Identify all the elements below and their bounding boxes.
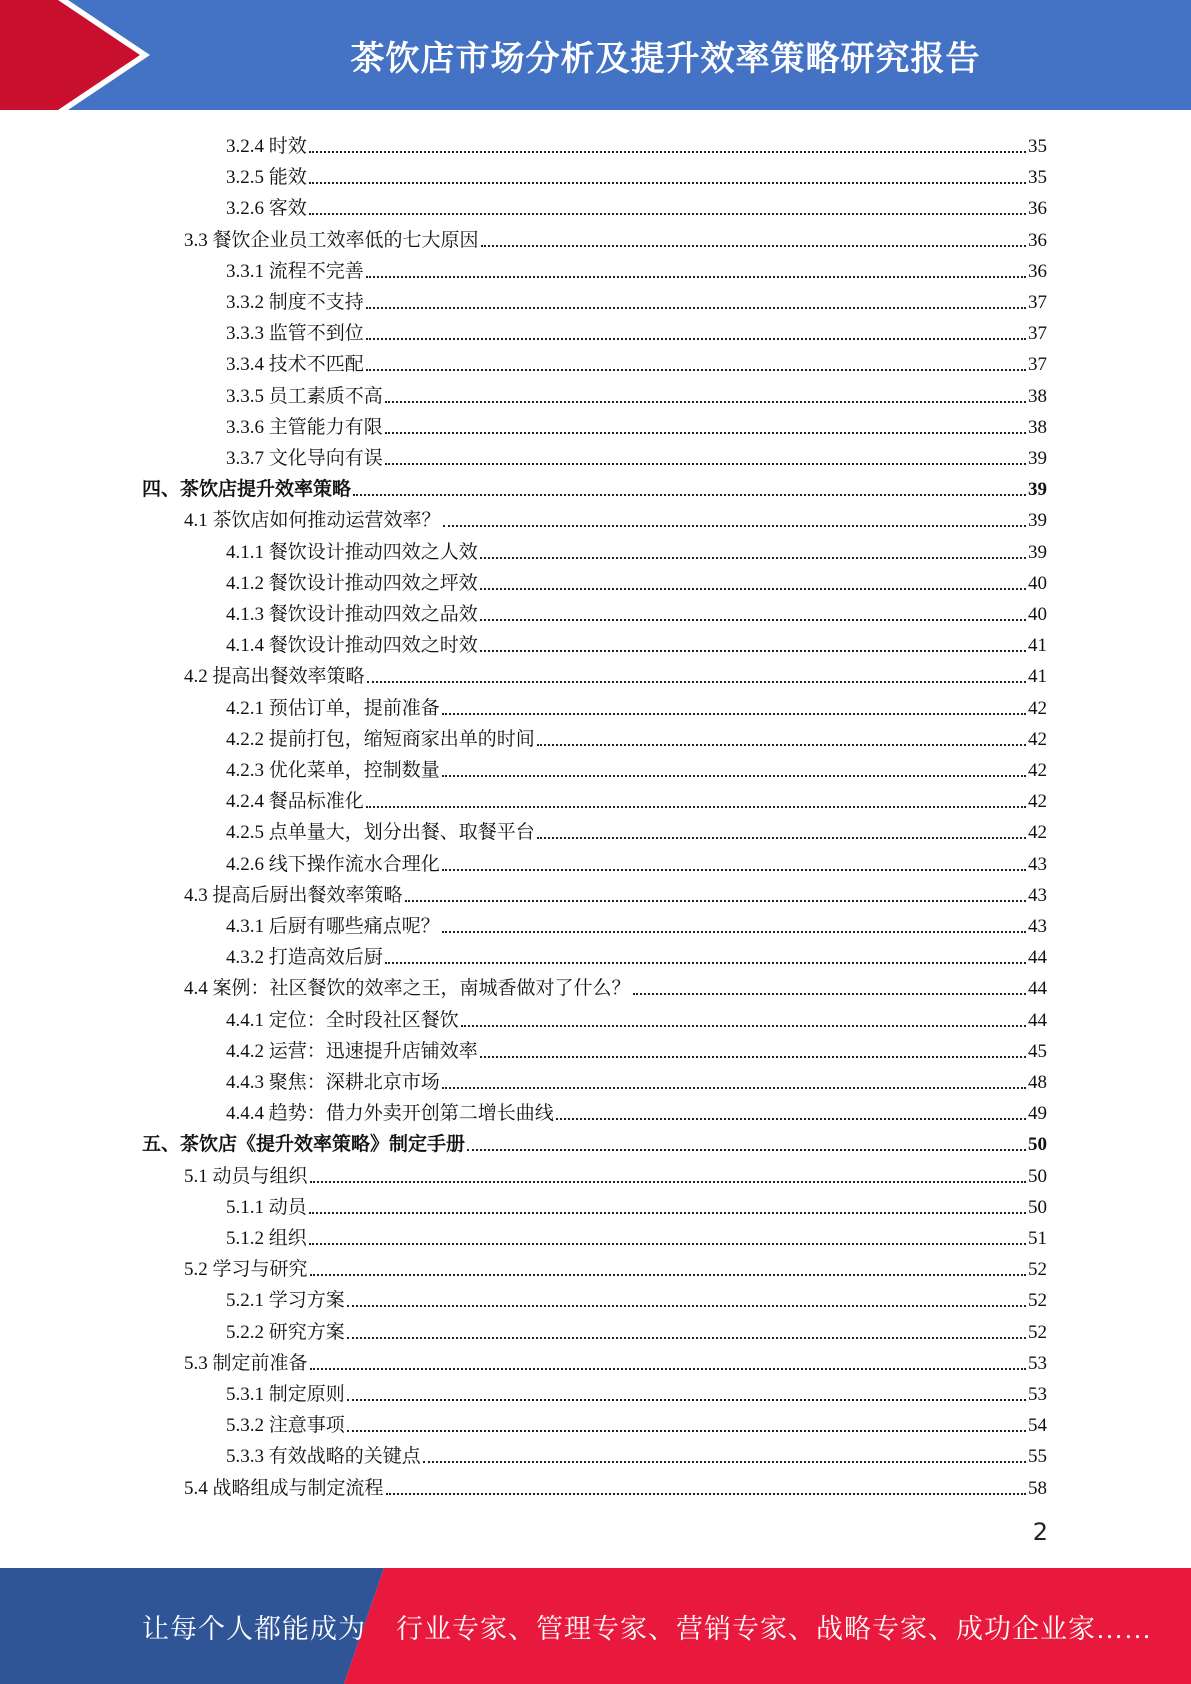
toc-entry[interactable] xyxy=(226,1094,1047,1125)
toc-entry[interactable] xyxy=(184,876,1047,907)
report-title: 茶饮店市场分析及提升效率策略研究报告 xyxy=(350,38,981,79)
toc-entry-label: 4.1.2 餐饮设计推动四效之坪效 xyxy=(226,572,478,594)
toc-entry[interactable] xyxy=(184,501,1047,532)
toc-entry-page: 40 xyxy=(1028,604,1047,625)
toc-entry[interactable] xyxy=(226,1063,1047,1094)
toc-dot-leader xyxy=(481,245,1026,247)
footer-slogan-right: 行业专家、管理专家、营销专家、战略专家、成功企业家…… xyxy=(396,1613,1152,1644)
toc-entry-label: 4.2.5 点单量大，划分出餐、取餐平台 xyxy=(226,822,535,844)
toc-entry-page: 39 xyxy=(1028,510,1047,532)
page-footer xyxy=(0,1568,1191,1684)
toc-dot-leader xyxy=(537,744,1026,746)
toc-entry-page: 39 xyxy=(1028,448,1047,469)
toc-entry[interactable] xyxy=(226,377,1047,408)
toc-entry-page: 42 xyxy=(1028,728,1047,750)
toc-dot-leader xyxy=(309,151,1026,153)
toc-entry-label: 4.4.3 聚焦：深耕北京市场 xyxy=(226,1072,440,1093)
toc-dot-leader xyxy=(367,681,1026,683)
toc-entry-label: 5.3.2 注意事项 xyxy=(226,1415,345,1437)
toc-entry-label: 3.2.4 时效 xyxy=(226,136,307,157)
toc-entry[interactable] xyxy=(226,1219,1047,1250)
page-header xyxy=(0,0,1191,110)
toc-dot-leader xyxy=(442,931,1026,933)
toc-entry[interactable] xyxy=(226,689,1047,720)
toc-dot-leader xyxy=(442,1087,1026,1089)
toc-entry[interactable] xyxy=(184,969,1047,1000)
toc-dot-leader xyxy=(385,962,1026,964)
toc-dot-leader xyxy=(423,1461,1026,1463)
toc-entry-page: 50 xyxy=(1028,1165,1047,1187)
toc-entry-label: 4.3.1 后厨有哪些痛点呢？ xyxy=(226,916,440,937)
toc-entry-label: 4.2.1 预估订单，提前准备 xyxy=(226,697,440,719)
toc-entry-label: 四、茶饮店提升效率策略 xyxy=(142,479,352,501)
toc-dot-leader xyxy=(480,650,1026,652)
toc-entry-page: 55 xyxy=(1028,1446,1047,1468)
toc-entry-page: 41 xyxy=(1028,635,1047,657)
toc-entry[interactable] xyxy=(226,907,1047,938)
toc-dot-leader xyxy=(480,619,1026,621)
toc-entry-page: 50 xyxy=(1028,1196,1047,1218)
toc-entry[interactable] xyxy=(226,938,1047,969)
toc-entry-page: 39 xyxy=(1028,541,1047,563)
toc-entry-page: 44 xyxy=(1028,947,1047,969)
toc-entry-page: 39 xyxy=(1028,479,1047,501)
toc-entry-label: 3.3.2 制度不支持 xyxy=(226,292,364,313)
toc-entry-label: 4.1 茶饮店如何推动运营效率？ xyxy=(184,510,441,532)
toc-dot-leader xyxy=(537,837,1026,839)
toc-entry[interactable] xyxy=(226,595,1047,626)
toc-dot-leader xyxy=(467,1149,1026,1151)
toc-entry-page: 37 xyxy=(1028,292,1047,313)
toc-entry-page: 44 xyxy=(1028,1009,1047,1031)
toc-entry-label: 4.1.3 餐饮设计推动四效之品效 xyxy=(226,604,478,625)
toc-entry-page: 42 xyxy=(1028,760,1047,781)
toc-entry-label: 3.3.5 员工素质不高 xyxy=(226,385,383,407)
toc-entry-label: 5.1.2 组织 xyxy=(226,1228,307,1249)
toc-entry[interactable] xyxy=(226,1406,1047,1437)
toc-dot-leader xyxy=(443,525,1026,527)
toc-entry-label: 3.3.3 监管不到位 xyxy=(226,323,364,345)
toc-entry-page: 44 xyxy=(1028,978,1047,1000)
toc-entry-label: 5.2.1 学习方案 xyxy=(226,1290,345,1312)
toc-dot-leader xyxy=(347,1399,1026,1401)
toc-entry-label: 4.1.4 餐饮设计推动四效之时效 xyxy=(226,635,478,657)
toc-entry-page: 35 xyxy=(1028,136,1047,157)
toc-dot-leader xyxy=(556,1118,1026,1120)
toc-entry-page: 54 xyxy=(1028,1415,1047,1437)
toc-dot-leader xyxy=(310,1274,1026,1276)
toc-entry[interactable] xyxy=(226,1032,1047,1063)
toc-entry-page: 53 xyxy=(1028,1384,1047,1405)
toc-entry[interactable] xyxy=(226,1188,1047,1219)
toc-dot-leader xyxy=(353,494,1026,496)
toc-dot-leader xyxy=(309,1243,1026,1245)
toc-entry[interactable] xyxy=(226,252,1047,283)
toc-dot-leader xyxy=(366,338,1026,340)
footer-slogan-left: 让每个人都能成为 xyxy=(142,1613,366,1644)
toc-entry-page: 51 xyxy=(1028,1228,1047,1249)
toc-entry-label: 5.2 学习与研究 xyxy=(184,1259,308,1281)
toc-entry[interactable] xyxy=(184,657,1047,688)
toc-entry-page: 52 xyxy=(1028,1321,1047,1343)
toc-entry[interactable] xyxy=(184,1250,1047,1281)
toc-entry-label: 4.4.1 定位：全时段社区餐饮 xyxy=(226,1009,459,1031)
toc-entry-page: 42 xyxy=(1028,697,1047,719)
toc-entry[interactable] xyxy=(226,1001,1047,1032)
toc-entry[interactable] xyxy=(226,626,1047,657)
toc-entry[interactable] xyxy=(184,1469,1047,1500)
toc-entry[interactable] xyxy=(184,1344,1047,1375)
toc-dot-leader xyxy=(347,1305,1026,1307)
toc-entry-page: 38 xyxy=(1028,385,1047,407)
toc-entry-page: 48 xyxy=(1028,1072,1047,1093)
toc-entry-label: 4.3 提高后厨出餐效率策略 xyxy=(184,884,403,906)
toc-entry-page: 43 xyxy=(1028,853,1047,875)
toc-entry-label: 4.4 案例：社区餐饮的效率之王，南城香做对了什么？ xyxy=(184,978,631,1000)
toc-dot-leader xyxy=(480,588,1026,590)
toc-dot-leader xyxy=(310,1368,1026,1370)
header-arrow-icon xyxy=(0,0,160,110)
toc-entry[interactable] xyxy=(226,845,1047,876)
toc-entry[interactable] xyxy=(226,1375,1047,1406)
toc-dot-leader xyxy=(386,1493,1026,1495)
toc-entry-page: 45 xyxy=(1028,1040,1047,1062)
toc-dot-leader xyxy=(310,1181,1026,1183)
toc-entry[interactable] xyxy=(226,314,1047,345)
toc-entry-page: 36 xyxy=(1028,260,1047,282)
toc-entry[interactable] xyxy=(226,720,1047,751)
toc-dot-leader xyxy=(347,1337,1026,1339)
toc-entry-page: 52 xyxy=(1028,1259,1047,1281)
toc-entry-page: 36 xyxy=(1028,198,1047,220)
toc-entry[interactable] xyxy=(226,189,1047,220)
toc-entry[interactable] xyxy=(226,1437,1047,1468)
toc-dot-leader xyxy=(366,276,1026,278)
toc-entry-label: 3.3 餐饮企业员工效率低的七大原因 xyxy=(184,229,479,251)
toc-dot-leader xyxy=(347,1430,1026,1432)
toc-entry[interactable] xyxy=(226,533,1047,564)
toc-entry-label: 4.2.3 优化菜单，控制数量 xyxy=(226,760,440,781)
toc-entry-label: 5.4 战略组成与制定流程 xyxy=(184,1477,384,1499)
toc-entry-label: 4.2.4 餐品标准化 xyxy=(226,791,364,813)
toc-entry[interactable] xyxy=(226,751,1047,782)
toc-entry[interactable] xyxy=(142,1125,1047,1156)
toc-entry-page: 37 xyxy=(1028,354,1047,376)
toc-entry-page: 36 xyxy=(1028,229,1047,251)
toc-entry[interactable] xyxy=(226,158,1047,189)
toc-entry-page: 42 xyxy=(1028,822,1047,844)
toc-entry-page: 58 xyxy=(1028,1477,1047,1499)
toc-entry-label: 4.1.1 餐饮设计推动四效之人效 xyxy=(226,541,478,563)
toc-entry-page: 42 xyxy=(1028,791,1047,813)
toc-dot-leader xyxy=(633,993,1026,995)
toc-entry[interactable] xyxy=(226,782,1047,813)
toc-entry-label: 5.3.3 有效战略的关键点 xyxy=(226,1446,421,1468)
toc-entry[interactable] xyxy=(226,813,1047,844)
toc-entry[interactable] xyxy=(142,470,1047,501)
toc-dot-leader xyxy=(309,213,1026,215)
toc-dot-leader xyxy=(366,806,1026,808)
toc-entry-label: 5.2.2 研究方案 xyxy=(226,1321,345,1343)
toc-dot-leader xyxy=(385,463,1026,465)
toc-entry-label: 5.3.1 制定原则 xyxy=(226,1384,345,1405)
toc-entry[interactable] xyxy=(226,127,1047,158)
toc-entry-page: 52 xyxy=(1028,1290,1047,1312)
toc-entry-label: 4.3.2 打造高效后厨 xyxy=(226,947,383,969)
toc-dot-leader xyxy=(480,557,1026,559)
toc-entry-label: 4.4.2 运营：迅速提升店铺效率 xyxy=(226,1040,478,1062)
toc-dot-leader xyxy=(366,307,1026,309)
toc-entry-label: 3.2.5 能效 xyxy=(226,167,307,189)
toc-entry-label: 5.3 制定前准备 xyxy=(184,1352,308,1374)
toc-dot-leader xyxy=(405,900,1026,902)
toc-entry[interactable] xyxy=(226,439,1047,470)
toc-entry[interactable] xyxy=(226,408,1047,439)
toc-dot-leader xyxy=(366,369,1026,371)
toc-entry-page: 38 xyxy=(1028,416,1047,438)
toc-dot-leader xyxy=(309,182,1026,184)
toc-entry-page: 40 xyxy=(1028,572,1047,594)
toc-entry-page: 35 xyxy=(1028,167,1047,189)
toc-entry-label: 3.3.7 文化导向有误 xyxy=(226,448,383,469)
toc-entry-page: 50 xyxy=(1028,1134,1047,1156)
toc-entry-label: 3.3.1 流程不完善 xyxy=(226,260,364,282)
toc-entry-label: 五、茶饮店《提升效率策略》制定手册 xyxy=(142,1134,466,1156)
toc-entry-page: 43 xyxy=(1028,916,1047,937)
toc-entry-label: 3.3.4 技术不匹配 xyxy=(226,354,364,376)
toc-entry[interactable] xyxy=(226,1313,1047,1344)
toc-entry-page: 53 xyxy=(1028,1352,1047,1374)
toc-entry[interactable] xyxy=(184,221,1047,252)
toc-dot-leader xyxy=(309,1212,1026,1214)
toc-entry[interactable] xyxy=(226,345,1047,376)
toc-entry[interactable] xyxy=(226,283,1047,314)
toc-entry-page: 49 xyxy=(1028,1103,1047,1125)
toc-entry[interactable] xyxy=(226,564,1047,595)
toc-dot-leader xyxy=(442,713,1026,715)
toc-entry-label: 5.1 动员与组织 xyxy=(184,1165,308,1187)
toc-entry-page: 37 xyxy=(1028,323,1047,345)
toc-entry[interactable] xyxy=(226,1281,1047,1312)
toc-entry-label: 4.4.4 趋势：借力外卖开创第二增长曲线 xyxy=(226,1103,554,1125)
toc-entry-label: 4.2.2 提前打包，缩短商家出单的时间 xyxy=(226,728,535,750)
toc-entry-label: 3.3.6 主管能力有限 xyxy=(226,416,383,438)
toc-dot-leader xyxy=(442,775,1026,777)
toc-entry[interactable] xyxy=(184,1157,1047,1188)
toc-entry-label: 4.2.6 线下操作流水合理化 xyxy=(226,853,440,875)
toc-entry-label: 5.1.1 动员 xyxy=(226,1196,307,1218)
toc-dot-leader xyxy=(385,432,1026,434)
toc-dot-leader xyxy=(461,1025,1026,1027)
toc-dot-leader xyxy=(480,1056,1026,1058)
toc-dot-leader xyxy=(385,401,1026,403)
toc-dot-leader xyxy=(442,869,1026,871)
toc-entry-label: 3.2.6 客效 xyxy=(226,198,307,220)
toc-entry-page: 43 xyxy=(1028,884,1047,906)
toc-entry-label: 4.2 提高出餐效率策略 xyxy=(184,666,365,688)
toc-entry-page: 41 xyxy=(1028,666,1047,688)
page-number: 2 xyxy=(1032,1518,1048,1546)
